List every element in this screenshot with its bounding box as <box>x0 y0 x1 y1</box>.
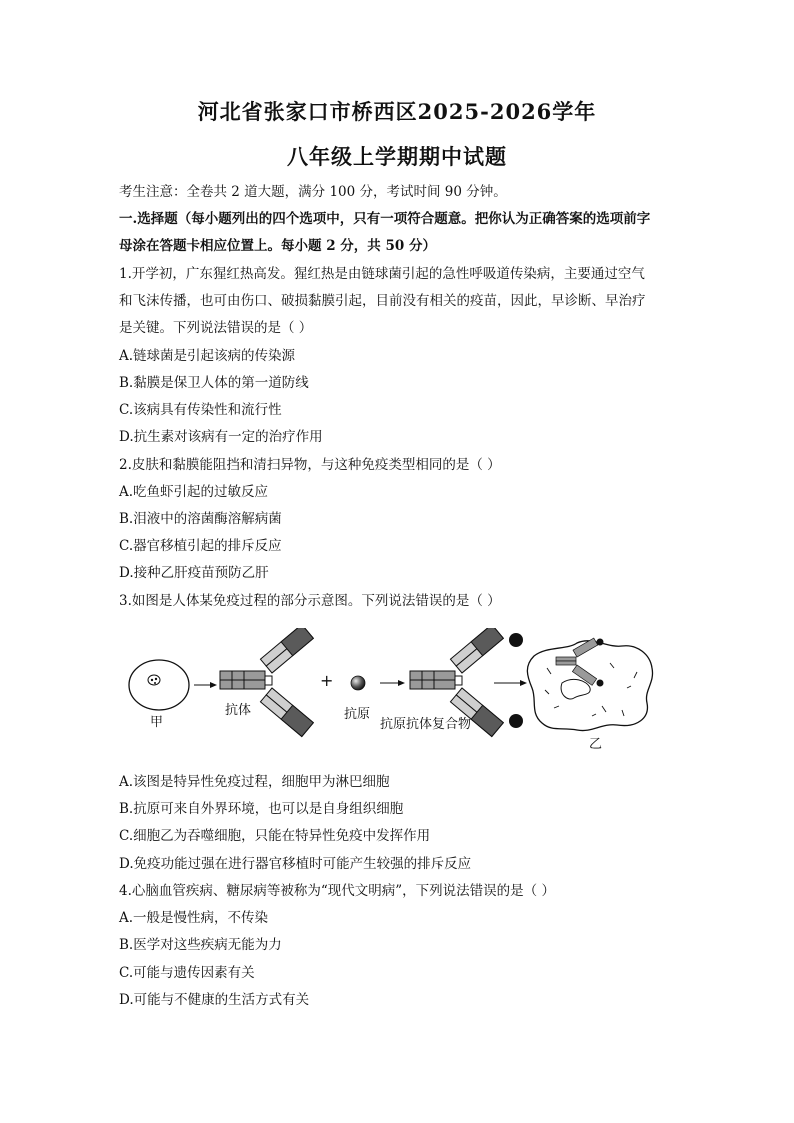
q4-stem: 4.心脑血管疾病、糖尿病等被称为“现代文明病”，下列说法错误的是（ ） <box>119 883 555 899</box>
section-heading-line2: 母涂在答题卡相应位置上。每小题 2 分，共 50 分） <box>119 238 436 254</box>
q2-option-c: C.器官移植引起的排斥反应 <box>119 538 282 554</box>
section-heading-line1: 一.选择题（每小题列出的四个选项中，只有一项符合题意。把你认为正确答案的选项前字 <box>119 211 651 227</box>
lymphocyte-cell <box>129 660 189 710</box>
q3-option-b: B.抗原可来自外界环境，也可以是自身组织细胞 <box>119 801 404 817</box>
phagocyte-cell <box>527 638 652 730</box>
label-antibody: 抗体 <box>225 703 252 718</box>
arrow-icon <box>194 682 217 688</box>
antigen-particle <box>351 676 365 690</box>
plus-sign: + <box>320 671 334 690</box>
label-cell-yi: 乙 <box>589 737 603 752</box>
q4-option-a: A.一般是慢性病，不传染 <box>119 910 269 926</box>
immune-process-figure <box>122 628 667 758</box>
q1-option-a: A.链球菌是引起该病的传染源 <box>119 348 296 364</box>
q3-option-d: D.免疫功能过强在进行器官移植时可能产生较强的排斥反应 <box>119 856 472 872</box>
q3-stem: 3.如图是人体某免疫过程的部分示意图。下列说法错误的是（ ） <box>119 593 501 609</box>
antibody-shape <box>220 628 313 736</box>
exam-title-line2: 八年级上学期期中试题 <box>287 144 507 169</box>
q4-option-c: C.可能与遗传因素有关 <box>119 965 255 981</box>
q1-option-c: C.该病具有传染性和流行性 <box>119 402 282 418</box>
label-antigen: 抗原 <box>344 707 371 722</box>
q2-option-d: D.接种乙肝疫苗预防乙肝 <box>119 565 269 581</box>
exam-title-line1: 河北省张家口市桥西区2025-2026学年 <box>197 99 597 124</box>
q3-option-a: A.该图是特异性免疫过程，细胞甲为淋巴细胞 <box>119 774 390 790</box>
exam-notice: 考生注意：全卷共 2 道大题，满分 100 分，考试时间 90 分钟。 <box>119 184 507 200</box>
q2-stem: 2.皮肤和黏膜能阻挡和清扫异物，与这种免疫类型相同的是（ ） <box>119 457 501 473</box>
label-complex: 抗原抗体复合物 <box>380 717 472 732</box>
arrow-icon <box>494 680 527 686</box>
q1-stem-line2: 和飞沫传播，也可由伤口、破损黏膜引起，目前没有相关的疫苗，因此，早诊断、早治疗 <box>119 293 646 309</box>
q1-stem-line1: 1.开学初，广东猩红热高发。猩红热是由链球菌引起的急性呼吸道传染病，主要通过空气 <box>119 266 645 282</box>
q1-option-d: D.抗生素对该病有一定的治疗作用 <box>119 429 323 445</box>
label-cell-jia: 甲 <box>150 715 164 730</box>
arrow-icon <box>380 680 405 686</box>
q4-option-b: B.医学对这些疾病无能为力 <box>119 937 282 953</box>
q2-option-a: A.吃鱼虾引起的过敏反应 <box>119 484 269 500</box>
q3-option-c: C.细胞乙为吞噬细胞，只能在特异性免疫中发挥作用 <box>119 828 431 844</box>
q2-option-b: B.泪液中的溶菌酶溶解病菌 <box>119 511 282 527</box>
q1-option-b: B.黏膜是保卫人体的第一道防线 <box>119 375 309 391</box>
q4-option-d: D.可能与不健康的生活方式有关 <box>119 992 310 1008</box>
q1-stem-line3: 是关键。下列说法错误的是（ ） <box>119 320 313 336</box>
